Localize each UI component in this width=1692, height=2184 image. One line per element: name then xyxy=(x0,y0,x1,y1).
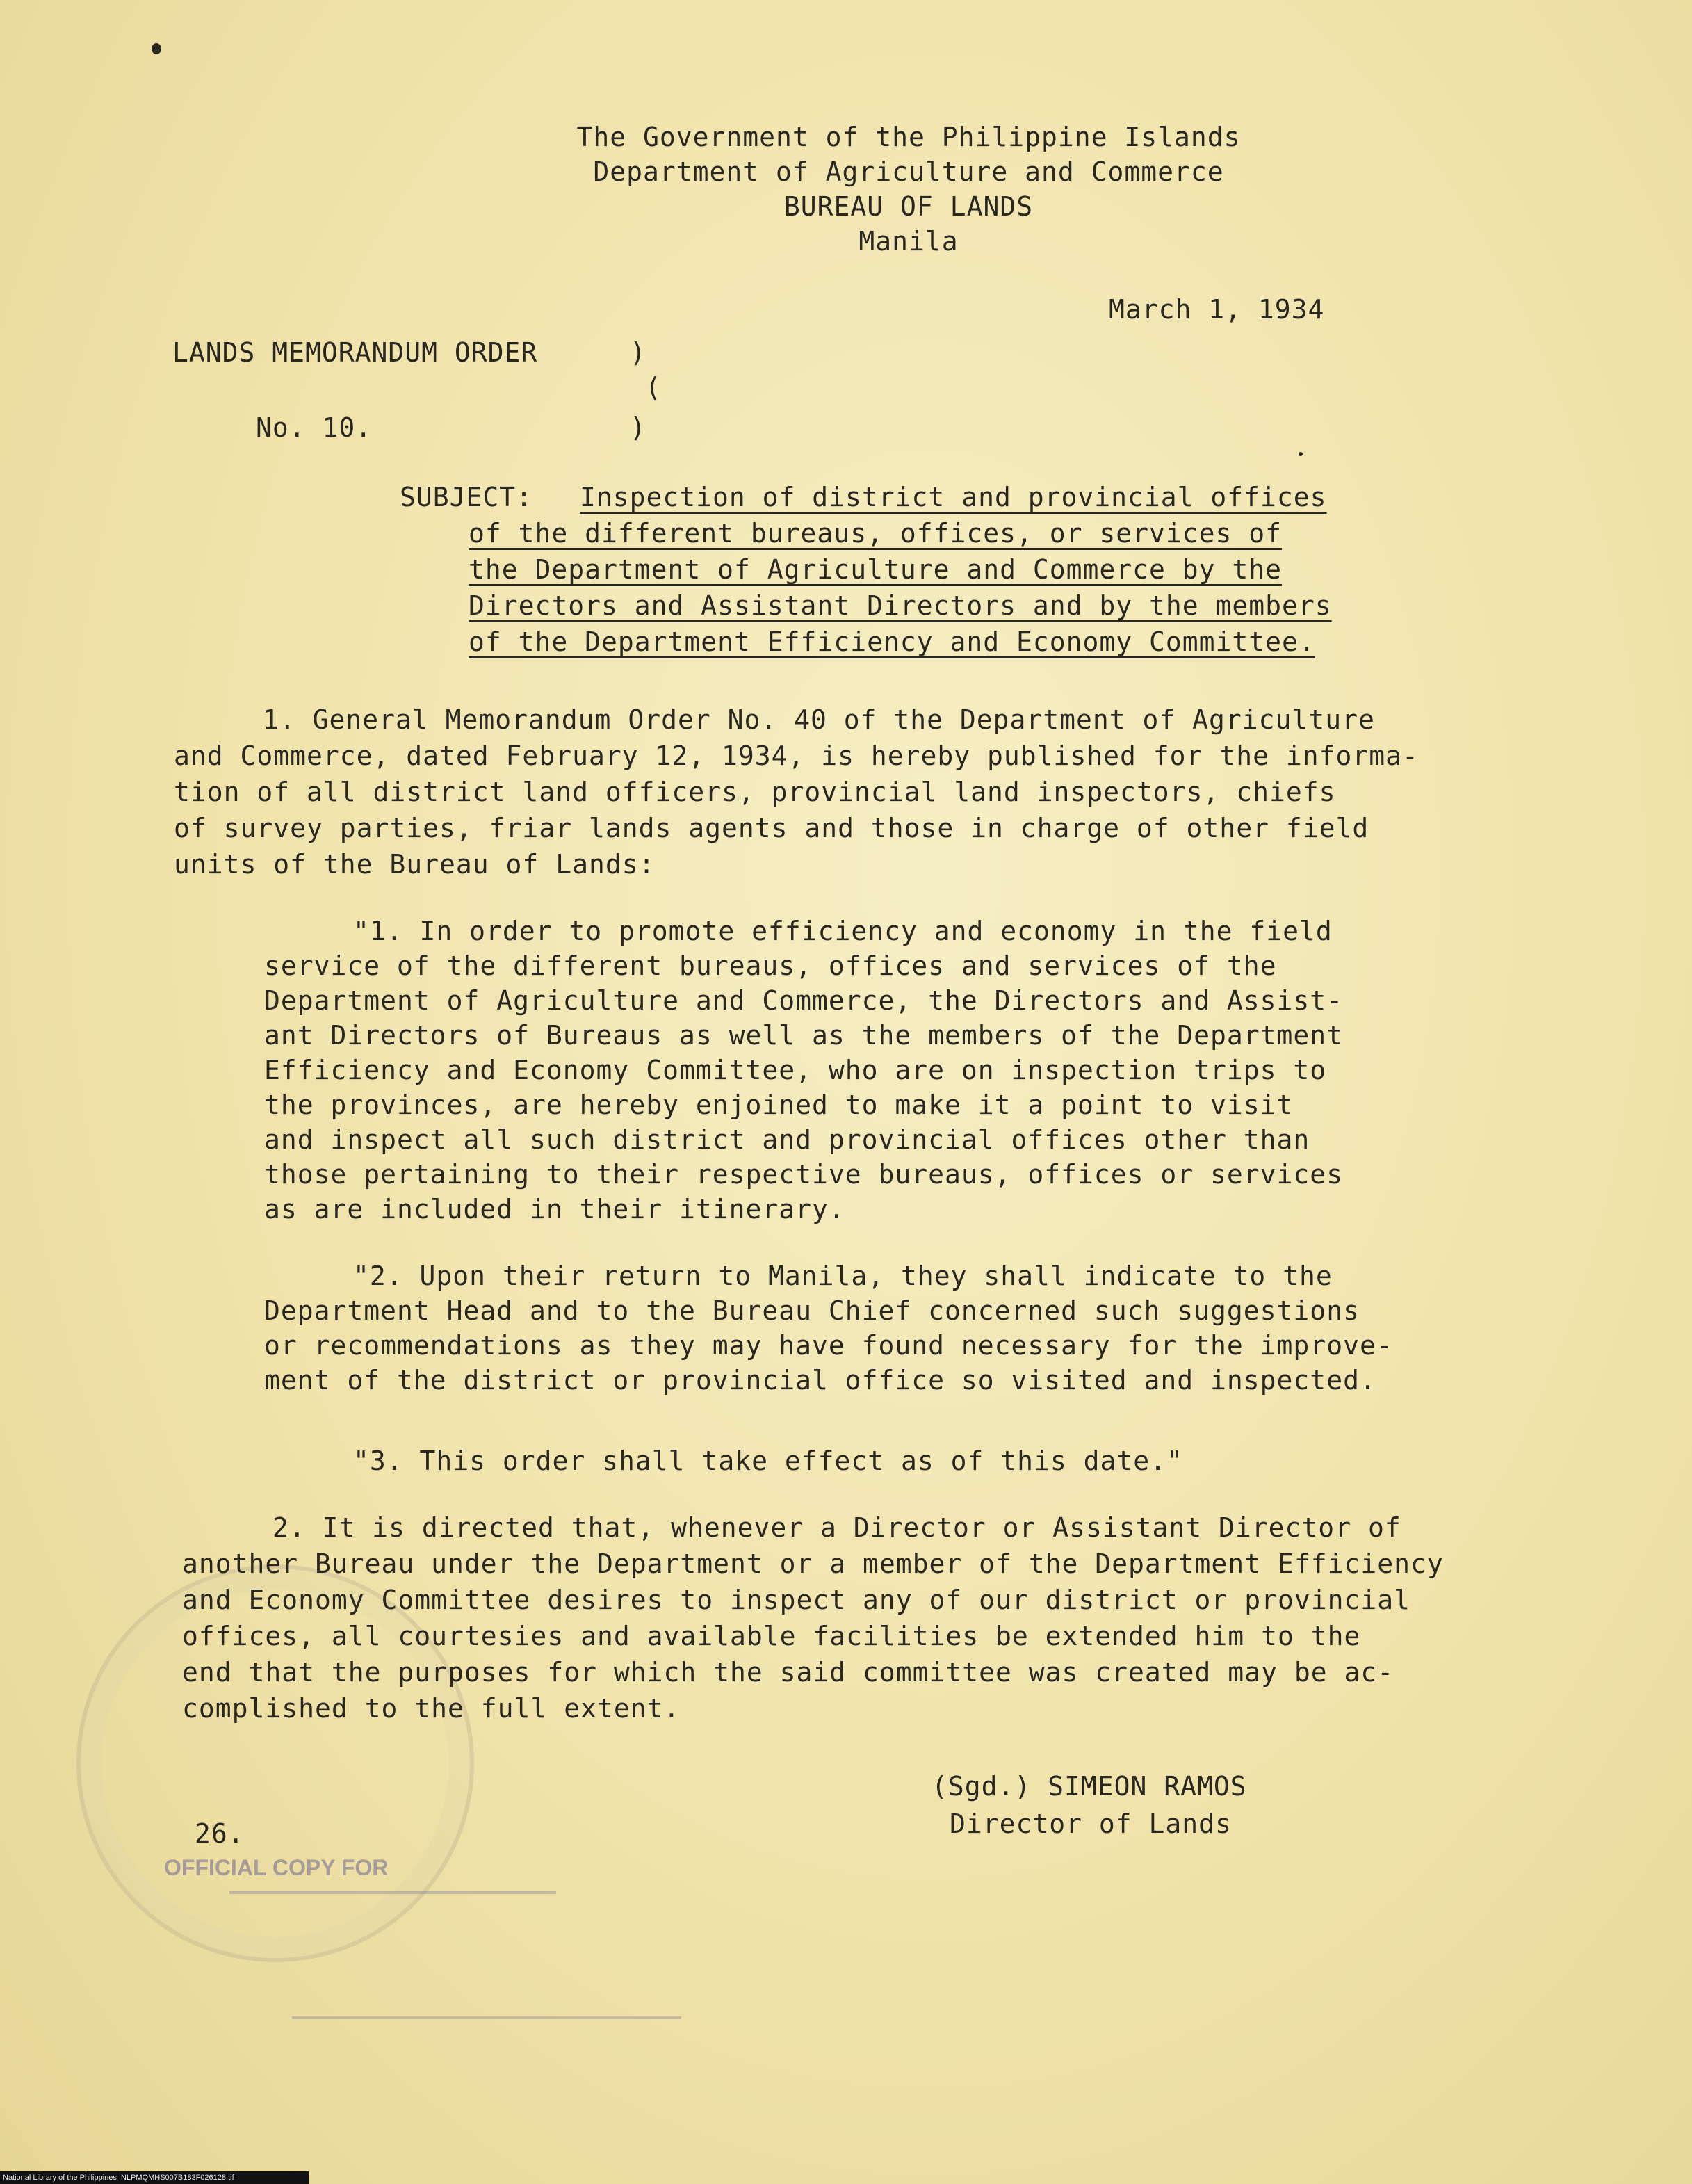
header-line-2: Department of Agriculture and Commerce xyxy=(593,156,1224,187)
quote1-line: "1. In order to promote efficiency and economy in the field xyxy=(353,916,1333,946)
subject-label: SUBJECT: xyxy=(400,482,533,512)
subject-line: Directors and Assistant Directors and by the members xyxy=(469,590,1332,621)
para1-line: units of the Bureau of Lands: xyxy=(174,849,656,880)
para2-line: end that the purposes for which the said committee was created may be ac- xyxy=(182,1657,1394,1688)
order-number: No. 10. xyxy=(256,412,373,443)
order-paren-mid: ( xyxy=(645,372,662,403)
quote2-line: "2. Upon their return to Manila, they shall indicate to the xyxy=(353,1261,1333,1291)
quote1-line: service of the different bureaus, offices and services of the xyxy=(264,951,1277,981)
quote2-line: or recommendations as they may have found necessary for the improve- xyxy=(264,1330,1393,1361)
para2-line: 2. It is directed that, whenever a Director or Assistant Director of xyxy=(272,1512,1401,1543)
para1-line: of survey parties, friar lands agents and those in charge of other field xyxy=(174,813,1369,843)
ink-speck xyxy=(1299,452,1303,456)
archive-footer: National Library of the Philippines NLPMQMHS007B183F026128.tif xyxy=(0,2171,309,2184)
page-number: 26. xyxy=(195,1818,245,1849)
quote1-line: and inspect all such district and provincial offices other than xyxy=(264,1124,1310,1155)
subject-line: of the different bureaus, offices, or services of xyxy=(469,518,1283,549)
document-date: March 1, 1934 xyxy=(1109,294,1325,325)
header-line-3: BUREAU OF LANDS xyxy=(783,191,1034,222)
para2-line: and Economy Committee desires to inspect any of our district or provincial xyxy=(182,1585,1410,1615)
stamp-rule xyxy=(292,2016,681,2019)
quote2-line: ment of the district or provincial office so visited and inspected. xyxy=(264,1365,1376,1396)
para2-line: offices, all courtesies and available facilities be extended him to the xyxy=(182,1621,1361,1651)
quote1-line: those pertaining to their respective bureaus, offices or services xyxy=(264,1159,1344,1190)
subject-line: of the Department Efficiency and Economy Committee. xyxy=(469,626,1315,657)
quote1-line: as are included in their itinerary. xyxy=(264,1194,845,1224)
quote2-line: Department Head and to the Bureau Chief concerned such suggestions xyxy=(264,1295,1360,1326)
quote3-line: "3. This order shall take effect as of this date." xyxy=(353,1446,1183,1476)
header-line-4: Manila xyxy=(859,226,959,257)
quote1-line: the provinces, are hereby enjoined to make it a point to visit xyxy=(264,1090,1294,1120)
ink-speck xyxy=(152,43,161,54)
official-copy-stamp: OFFICIAL COPY FOR xyxy=(164,1855,389,1880)
quote1-line: Department of Agriculture and Commerce, the Directors and Assist- xyxy=(264,985,1344,1016)
quote1-line: Efficiency and Economy Committee, who are on inspection trips to xyxy=(264,1055,1327,1085)
subject-line: the Department of Agriculture and Commerce by the xyxy=(469,554,1283,585)
order-paren-top: ) xyxy=(630,337,646,368)
quote1-line: ant Directors of Bureaus as well as the members of the Department xyxy=(264,1020,1344,1051)
para1-line: tion of all district land officers, provincial land inspectors, chiefs xyxy=(174,777,1336,807)
order-paren-bot: ) xyxy=(630,412,646,443)
order-title: LANDS MEMORANDUM ORDER xyxy=(172,337,538,368)
header-line-1: The Government of the Philippine Islands xyxy=(576,122,1241,152)
para2-line: complished to the full extent. xyxy=(182,1693,681,1724)
signature-name: (Sgd.) SIMEON RAMOS xyxy=(932,1771,1247,1802)
para2-line: another Bureau under the Department or a member of the Department Efficiency xyxy=(182,1548,1444,1579)
para1-line: 1. General Memorandum Order No. 40 of the Department of Agriculture xyxy=(263,704,1375,735)
stamp-rule xyxy=(229,1891,556,1894)
subject-line: Inspection of district and provincial offices xyxy=(580,482,1327,512)
para1-line: and Commerce, dated February 12, 1934, is hereby published for the informa- xyxy=(174,741,1419,771)
signature-title: Director of Lands xyxy=(950,1809,1232,1839)
